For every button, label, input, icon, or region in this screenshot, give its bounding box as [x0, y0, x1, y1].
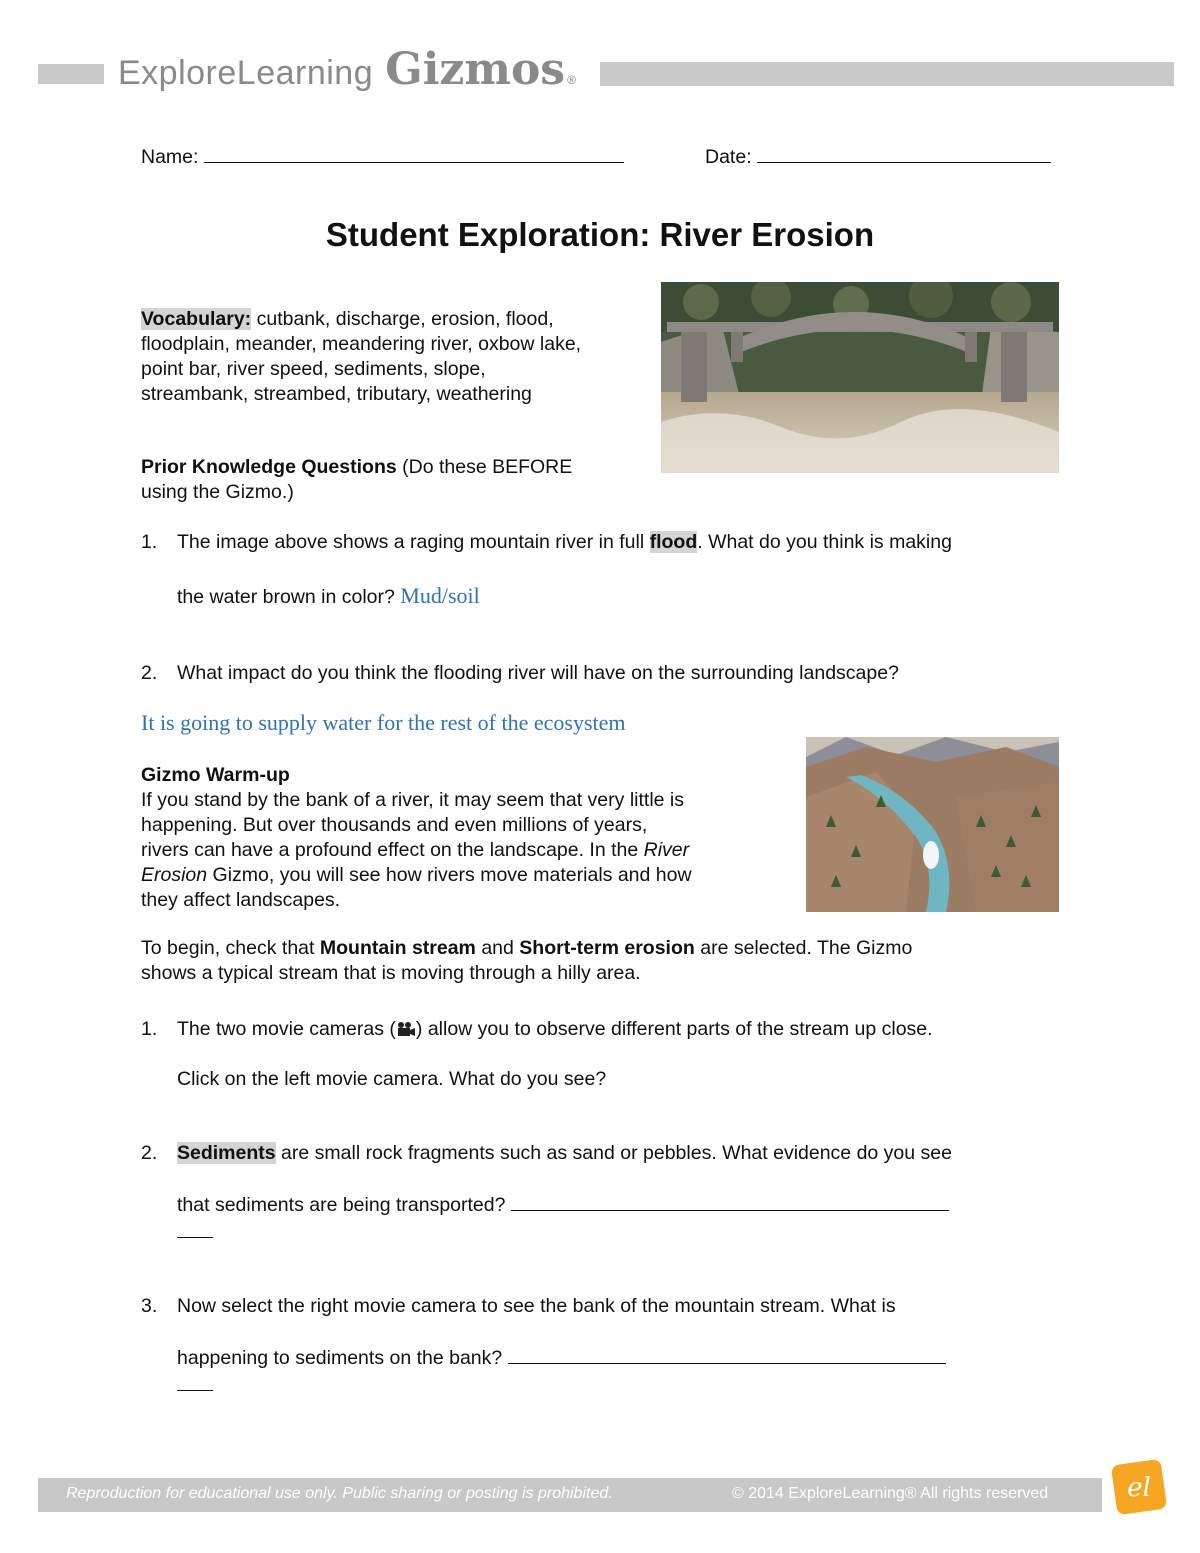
gizmo-landscape-image	[806, 737, 1059, 912]
vocabulary-block	[141, 307, 641, 407]
warmup-question-1-line2: Click on the left movie camera. What do you see?	[177, 1068, 607, 1090]
vocab-line-4: streambank, streambed, tributary, weathering	[141, 383, 532, 405]
answer-q1[interactable]: Mud/soil	[400, 583, 480, 608]
question-text: The image above shows a raging mountain river in full	[177, 531, 650, 553]
warmup-heading: Gizmo Warm-up	[141, 764, 290, 786]
mountain-stream-label: Mountain stream	[319, 937, 476, 959]
warmup-line-3: rivers can have a profound effect on the landscape. In the River	[141, 839, 690, 861]
warmup-question-3-line2: happening to sediments on the bank?	[177, 1343, 946, 1371]
question-number: 3.	[141, 1295, 158, 1317]
explorelearning-el-logo-icon	[1108, 1456, 1170, 1518]
header-bar-left	[38, 64, 104, 84]
warmup-question-3: 3. Now select the right movie camera to see the bank of the mountain stream. What is	[141, 1295, 896, 1317]
flood-term: flood	[649, 531, 698, 553]
prior-question-2	[141, 661, 1061, 686]
prior-note-2: using the Gizmo.)	[141, 481, 294, 503]
question-text: . What do you think is making	[697, 531, 952, 553]
warmup-question-1: 1. The two movie cameras ( ) allow you to observe different parts of the stream up close.	[141, 1018, 933, 1040]
question-number: 1.	[141, 1018, 158, 1040]
prior-question-1	[141, 530, 1061, 555]
question-text: the water brown in color?	[177, 586, 401, 608]
vocab-line-2: floodplain, meander, meandering river, oxbow lake,	[141, 333, 582, 355]
question-number: 2.	[141, 662, 158, 684]
prior-heading: Prior Knowledge Questions	[141, 456, 397, 478]
warmup-block	[141, 763, 781, 913]
logo-text: ExploreLearning	[118, 54, 374, 92]
date-label: Date:	[705, 146, 752, 168]
answer-q2[interactable]: It is going to supply water for the rest of the ecosystem	[141, 710, 626, 735]
question-number: 2.	[141, 1142, 158, 1164]
answer-blank[interactable]	[508, 1343, 946, 1364]
name-label: Name:	[141, 146, 199, 168]
name-field	[141, 142, 624, 170]
logo-reg-mark: ®	[567, 73, 576, 87]
vocabulary-label: Vocabulary:	[141, 308, 252, 330]
sediments-term: Sediments	[177, 1142, 276, 1164]
footer-copyright: © 2014 ExploreLearning® All rights reserved	[732, 1485, 1049, 1502]
answer-blank-continued[interactable]	[177, 1390, 213, 1391]
page-title: Student Exploration: River Erosion	[325, 216, 875, 253]
warmup-instructions: To begin, check that Mountain stream and Short-term erosion are selected. The Gizmo shows a typical stream that is moving through a hilly area.	[141, 936, 1061, 986]
explorelearning-gizmos-logo	[118, 44, 576, 104]
warmup-question-2-line2: that sediments are being transported?	[177, 1190, 949, 1218]
svg-text:el: el	[1127, 1473, 1151, 1503]
warmup-instructions-line-2: shows a typical stream that is moving through a hilly area.	[141, 962, 641, 984]
short-term-erosion-label: Short-term erosion	[519, 937, 695, 959]
logo-gizmos: Gizmos	[385, 44, 566, 95]
question-number: 1.	[141, 531, 158, 553]
warmup-line-4: Erosion Gizmo, you will see how rivers move materials and how	[141, 864, 692, 886]
answer-blank-continued[interactable]	[177, 1237, 213, 1238]
header-bar-right	[600, 62, 1174, 86]
answer-blank[interactable]	[511, 1190, 949, 1211]
date-blank[interactable]	[757, 142, 1051, 163]
date-field	[705, 142, 1051, 170]
warmup-line-1: If you stand by the bank of a river, it may seem that very little is	[141, 789, 684, 811]
warmup-question-2: 2. Sediments are small rock fragments such as sand or pebbles. What evidence do you see	[141, 1142, 952, 1164]
prior-knowledge-block	[141, 455, 641, 505]
vocab-line-3: point bar, river speed, sediments, slope,	[141, 358, 486, 380]
name-blank[interactable]	[204, 142, 624, 163]
warmup-line-2: happening. But over thousands and even millions of years,	[141, 814, 648, 836]
prior-question-1-line2	[177, 583, 480, 610]
prior-note-1: (Do these BEFORE	[396, 456, 573, 478]
question-text: What impact do you think the flooding river will have on the surrounding landscape?	[177, 662, 899, 684]
warmup-line-5: they affect landscapes.	[141, 889, 341, 911]
movie-camera-icon	[396, 1018, 416, 1040]
footer-disclaimer: Reproduction for educational use only. Public sharing or posting is prohibited.	[66, 1485, 613, 1502]
vocab-line-1: cutbank, discharge, erosion, flood,	[251, 308, 554, 330]
flood-bridge-photo	[661, 282, 1059, 473]
